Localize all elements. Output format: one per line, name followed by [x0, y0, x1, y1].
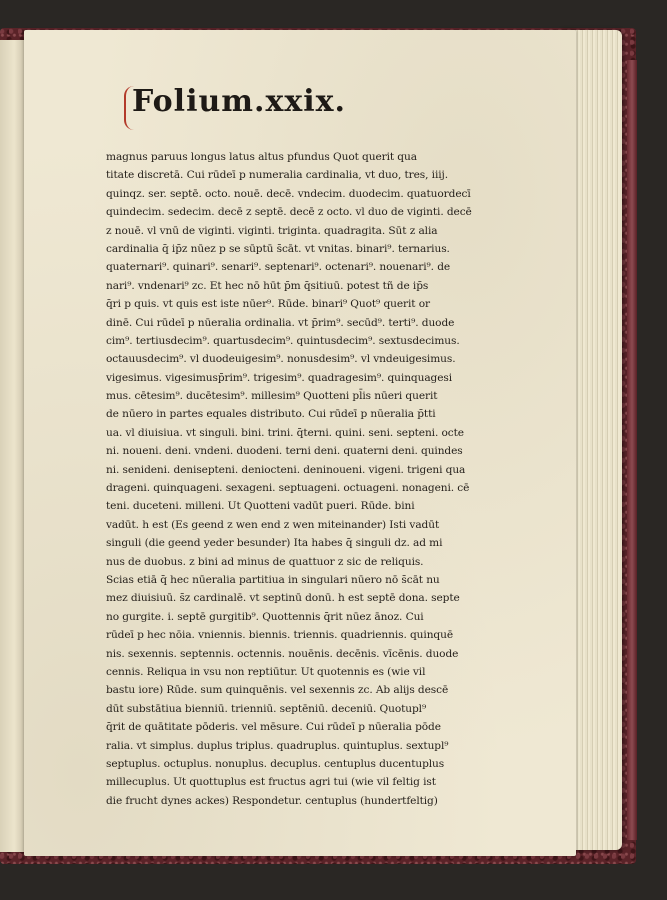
- text-line: ni. noueni. deni. vndeni. duodeni. terni deni. quaterni deni. quindes: [106, 445, 463, 458]
- text-line: vigesimus. vigesimusp̄rim⁹. trigesim⁹. quadragesim⁹. quinquagesi: [106, 371, 453, 384]
- text-line: millecuplus. Ut quottuplus est fructus agri tui (wie vil feltig ist: [106, 776, 436, 789]
- text-line: q̄ri p quis. vt quis est iste nūer⁹. Rūde. binari⁹ Quot⁹ querit or: [106, 298, 430, 311]
- text-line: cardinalia q̄ ip̄z nūez p se sūptū s̄cāt. vt vnitas. binari⁹. ternarius.: [106, 242, 450, 255]
- text-line: magnus paruus longus latus altus pfundus Quot querit qua: [106, 151, 417, 163]
- text-line: ua. vl diuisiua. vt singuli. bini. trini. q̄terni. quini. seni. septeni. octe: [106, 426, 464, 439]
- text-line: quinqz. ser. septē. octo. nouē. decē. vndecim. duodecim. quatuordecī: [106, 187, 471, 200]
- text-line: ralia. vt simplus. duplus triplus. quadruplus. quintuplus. sextupl⁹: [106, 739, 449, 752]
- text-line: mez diuisiuū. s̄z cardinalē. vt septinū donū. h est septē dona. septe: [106, 592, 460, 605]
- text-line: no gurgite. i. septē gurgitib⁹. Quottennis q̄rit nūez ānoz. Cui: [106, 610, 424, 623]
- text-line: z nouē. vl vnū de viginti. viginti. triginta. quadragita. Sūt z alia: [106, 224, 438, 237]
- text-line: quaternari⁹. quinari⁹. senari⁹. septenari⁹. octenari⁹. nouenari⁹. de: [106, 261, 451, 274]
- facing-page-edge: [0, 40, 25, 852]
- text-line: drageni. quinquageni. sexageni. septuageni. octuageni. nonageni. cē: [106, 482, 470, 495]
- text-line: dūt substātiua bienniū. trienniū. septēniū. deceniū. Quotupl⁹: [106, 702, 427, 715]
- text-line: teni. duceteni. milleni. Ut Quotteni vadūt pueri. Rūde. bini: [106, 500, 415, 513]
- text-line: Scias etiā q̄ hec nūeralia partitiua in singulari nūero nō s̄cāt nu: [106, 573, 440, 586]
- text-line: titate discretā. Cui rūdeī p numeralia cardinalia, vt duo, tres, iiij.: [106, 169, 448, 182]
- text-line: nari⁹. vndenari⁹ zc. Et hec nō hūt p̄m q̄sitiuū. potest tñ de ip̄s: [106, 279, 429, 292]
- folio-heading: Folium.xxix.: [132, 84, 346, 119]
- book-page: [24, 30, 576, 856]
- text-line: rūdeī p hec nōia. vniennis. biennis. triennis. quadriennis. quinquē: [106, 629, 453, 642]
- text-line: quindecim. sedecim. decē z septē. decē z octo. vl duo de viginti. decē: [106, 206, 472, 219]
- text-line: cennis. Reliqua in vsu non reptiūtur. Ut quotennis es (wie vil: [106, 665, 426, 678]
- text-line: ni. senideni. denisepteni. deniocteni. deninoueni. vigeni. trigeni qua: [106, 463, 466, 476]
- text-line: dinē. Cui rūdeī p nūeralia ordinalia. vt p̄rim⁹. secūd⁹. terti⁹. duode: [106, 316, 455, 329]
- text-line: q̄rit de quātitate pōderis. vel mēsure. Cui rūdeī p nūeralia pōde: [106, 721, 441, 734]
- text-line: cim⁹. tertiusdecim⁹. quartusdecim⁹. quintusdecim⁹. sextusdecimus.: [106, 334, 460, 347]
- cover-edge: [627, 60, 637, 840]
- text-line: nus de duobus. z bini ad minus de quattuor z sic de reliquis.: [106, 555, 424, 568]
- text-line: de nūero in partes equales distributo. Cui rūdeī p nūeralia p̄tti: [106, 408, 436, 421]
- text-line: die frucht dynes ackes) Respondetur. centuplus (hundertfeltig): [106, 794, 438, 807]
- text-line: octauusdecim⁹. vl duodeuigesim⁹. nonusdesim⁹. vl vndeuigesimus.: [106, 353, 456, 366]
- text-line: nis. sexennis. septennis. octennis. nouēnis. decēnis. vīcēnis. duode: [106, 647, 459, 660]
- text-body: [106, 148, 474, 810]
- text-line: vadūt. h est (Es geend z wen end z wen miteinander) Isti vadūt: [106, 518, 440, 531]
- text-line: singuli (die geend yeder besunder) Ita habes q̄ singuli dz. ad mi: [106, 537, 443, 550]
- text-line: mus. cētesim⁹. ducētesim⁹. millesim⁹ Quotteni pl̄is nūeri querit: [106, 390, 438, 403]
- text-line: septuplus. octuplus. nonuplus. decuplus. centuplus ducentuplus: [106, 757, 445, 770]
- text-line: bastu iore) Rūde. sum quinquēnis. vel sexennis zc. Ab alijs descē: [106, 684, 449, 697]
